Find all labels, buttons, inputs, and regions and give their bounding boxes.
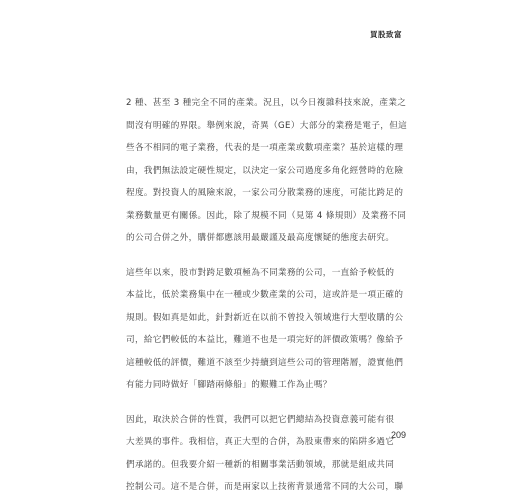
paragraph-1 [126,92,408,250]
paragraph-line: 由，我們無法設定硬性規定，以決定一家公司過度多角化經營時的危險 [126,165,404,176]
paragraph-line: 大差異的事件。我相信，真正大型的合併，為股東帶來的陷阱多過它 [126,437,395,447]
paragraph-line: 程度。對投資人的風險來說，一家公司分散業務的速度，可能比跨足的 [126,188,404,198]
page-number: 209 [390,430,406,440]
paragraph-line: 這種較低的評價，難道不該至少持續到這些公司的管理階層，證實他們 [126,357,404,368]
paragraph-line: 規則。假如真是如此，針對新近在以前不曾投入領域進行大型收購的公 [126,312,404,323]
paragraph-line: 有能力同時做好「腳踏兩條船」的艱難工作為止嗎？ [126,380,332,390]
paragraph-line: 業務數量更有關係。因此，除了規模不同（見第 4 條規則）及業務不同 [126,210,407,221]
running-header-title: 買股致富 [370,30,402,39]
paragraph-line: 司，給它們較低的本益比，難道不也是一項完好的評價政策嗎？像給予 [126,335,404,345]
paragraph-line: 本益比，低於業務集中在一種或少數產業的公司，這或許是一項正確的 [126,290,404,300]
paragraph-line: 因此，取決於合併的性質，我們可以把它們總結為投資意義可能有很 [126,414,395,425]
paragraph-line: 控制公司。這不是合併，而是兩家以上技術背景通常不同的大公司，聯 [126,482,404,492]
page-body [126,92,408,499]
paragraph-line: 2 種、甚至 3 種完全不同的產業。況且，以今日複雜科技來說，產業之 [126,98,407,108]
paragraph-line: 間沒有明確的界限。舉例來說，奇異（GE）大部分的業務是電子，但這 [126,120,408,131]
paragraph-3 [126,409,404,499]
paragraph-line: 的公司合併之外，購併都應該用最嚴謹及最高度懷疑的態度去研究。 [126,233,395,243]
paragraph-line: 這些年以來，股市對跨足數項極為不同業務的公司，一直給予較低的 [126,267,395,278]
paragraph-line: 些各不相同的電子業務，代表的是一項產業或數項產業？基於這樣的理 [126,143,404,153]
paragraph-line: 們承諾的。但我要介紹一種新的相關事業活動領域，那就是組成共同 [126,459,395,470]
paragraph-2 [126,262,404,397]
